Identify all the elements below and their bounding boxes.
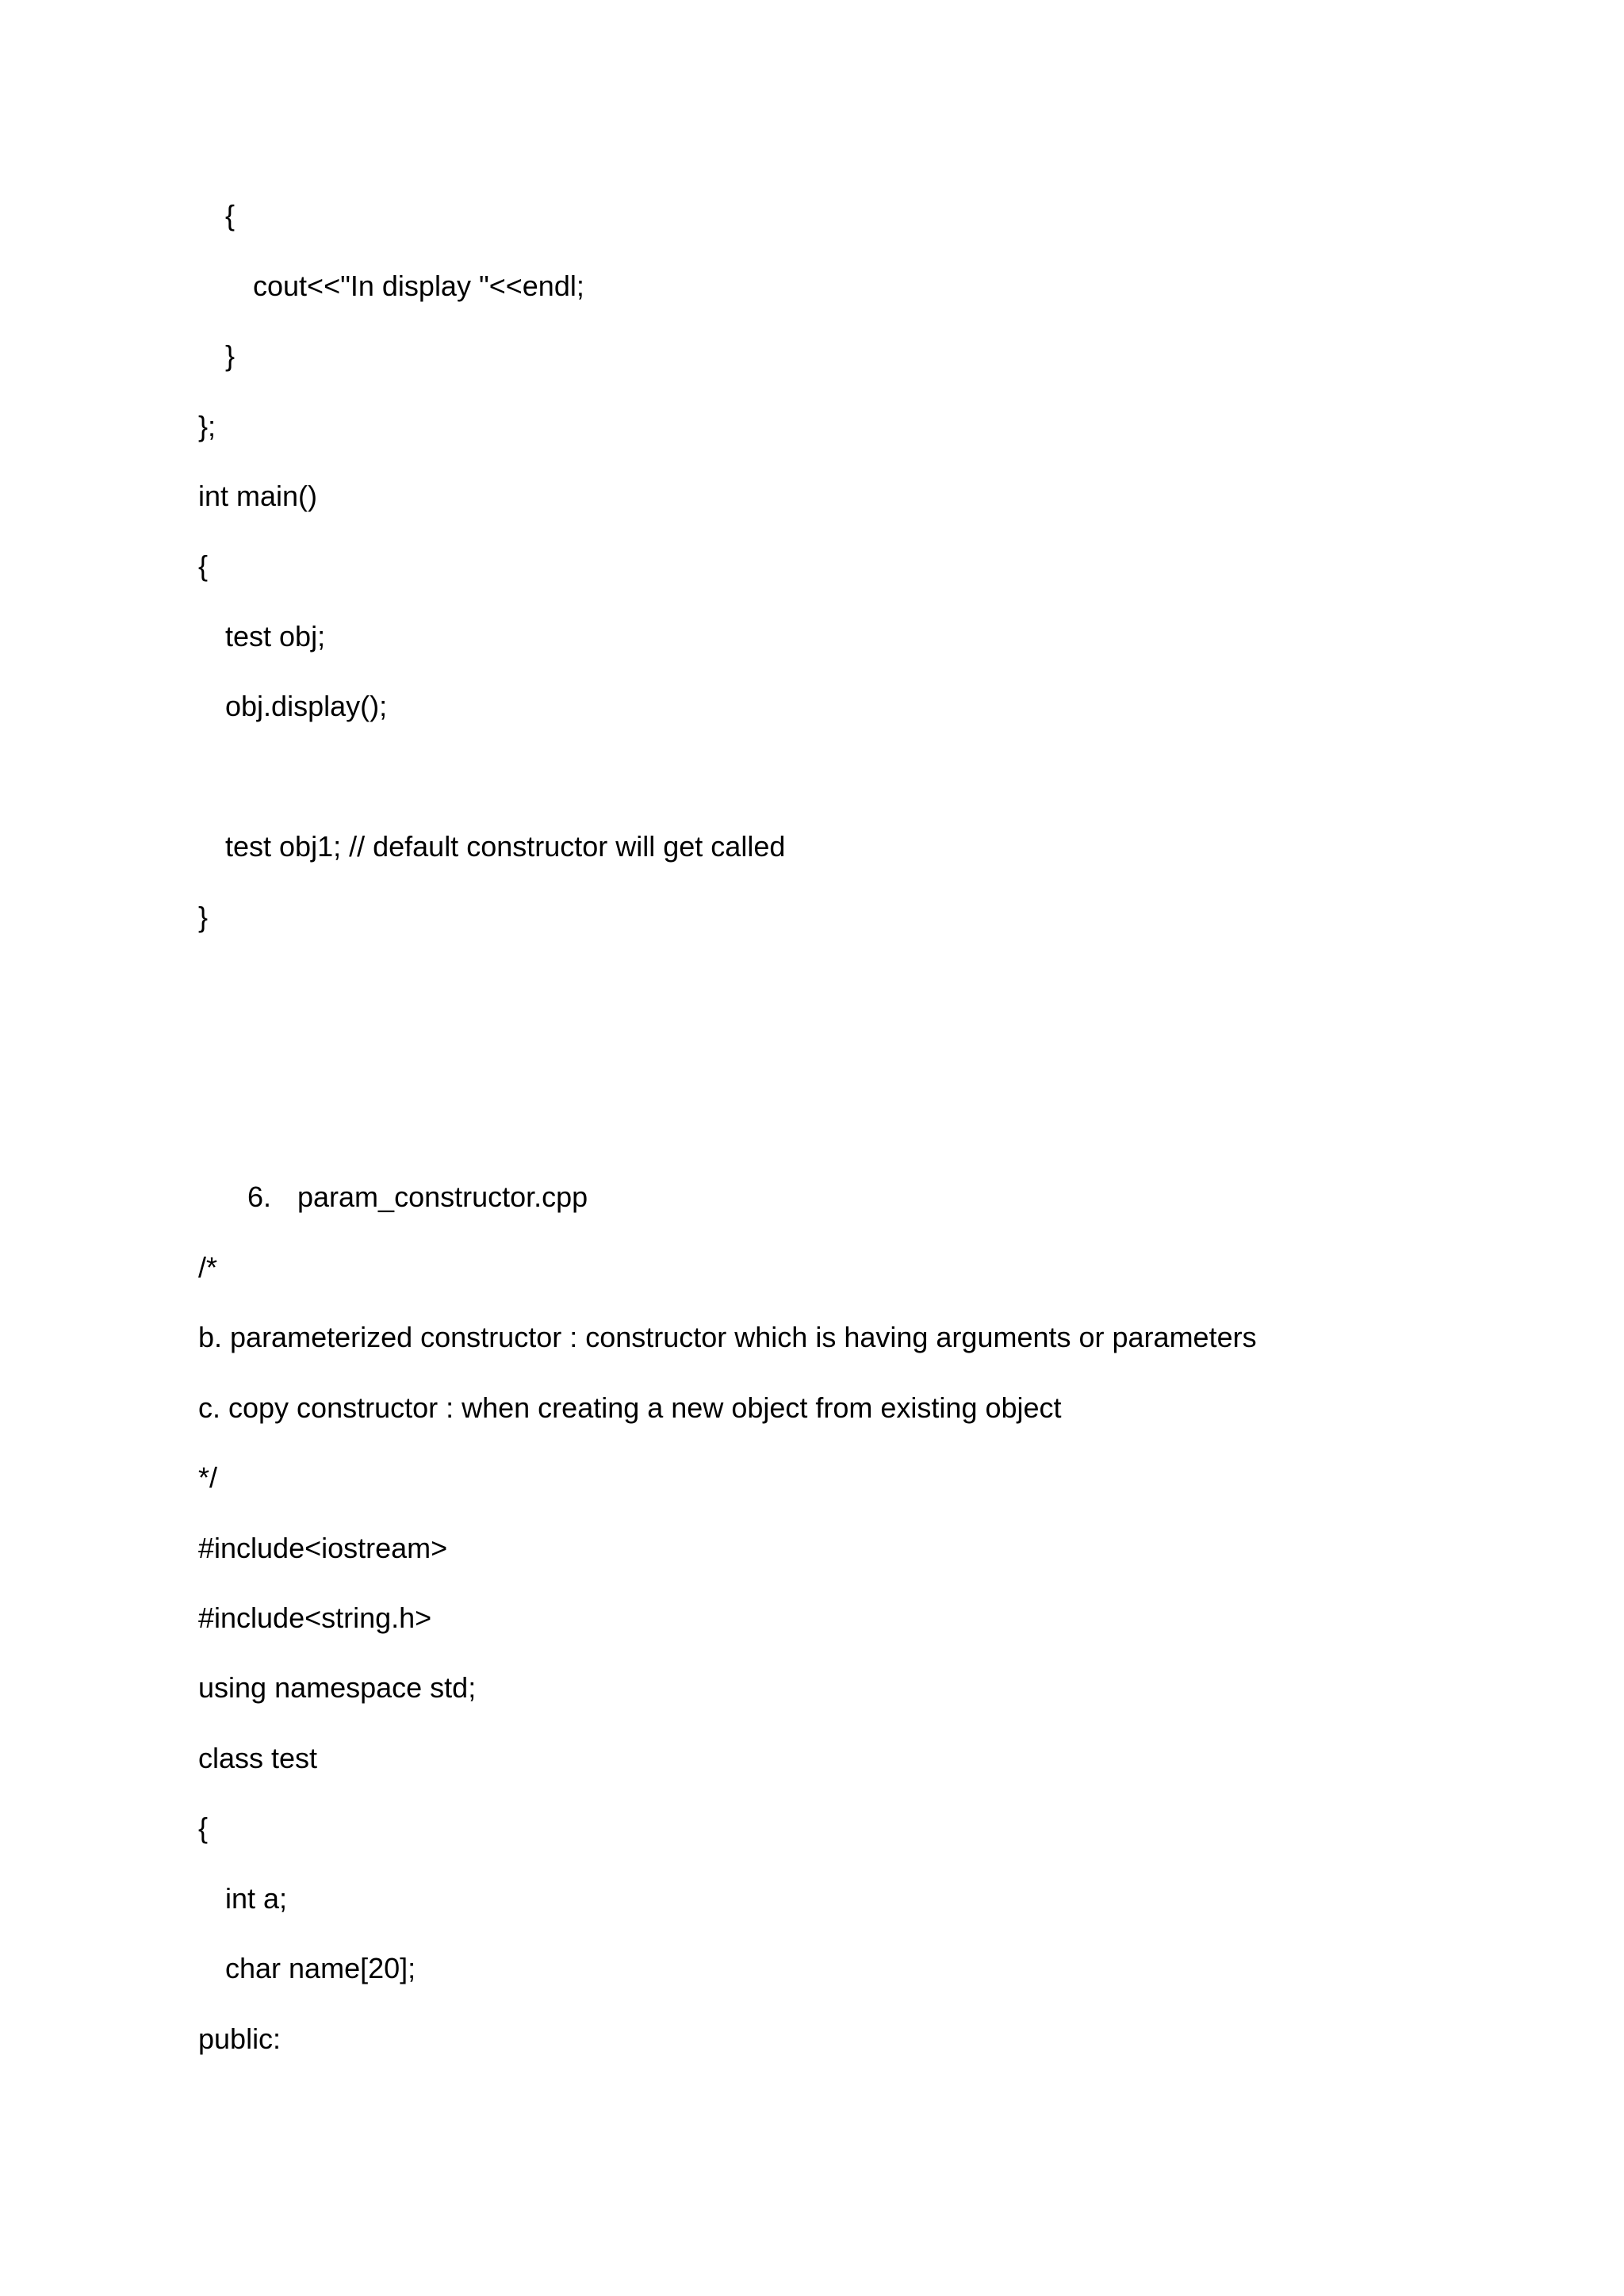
code-line: #include<string.h> [198,1601,432,1634]
code-line: } [225,339,236,372]
code-line: public: [198,2022,282,2055]
section-title: param_constructor.cpp [297,1181,588,1213]
code-line: cout<<"In display "<<endl; [253,270,584,302]
code-line: int a; [225,1882,288,1915]
code-line: using namespace std; [198,1671,477,1704]
code-line: obj.display(); [225,690,388,722]
code-line: test obj1; // default constructor will get called [225,830,786,863]
code-line: class test [198,1742,318,1774]
code-line: char name[20]; [225,1952,416,1984]
code-line: test obj; [225,620,326,652]
code-line: { [225,199,236,232]
code-line: } [198,901,209,933]
code-line: c. copy constructor : when creating a new object from existing object [198,1391,1062,1424]
code-line: /* [198,1251,218,1284]
code-line: #include<iostream> [198,1532,448,1564]
code-line: b. parameterized constructor : constructor which is having arguments or parameters [198,1321,1257,1353]
code-line: { [198,549,209,582]
code-line: */ [198,1461,218,1494]
code-line: { [198,1812,209,1844]
code-line: }; [198,410,216,442]
section-number: 6. [247,1181,272,1213]
code-line: int main() [198,480,318,512]
